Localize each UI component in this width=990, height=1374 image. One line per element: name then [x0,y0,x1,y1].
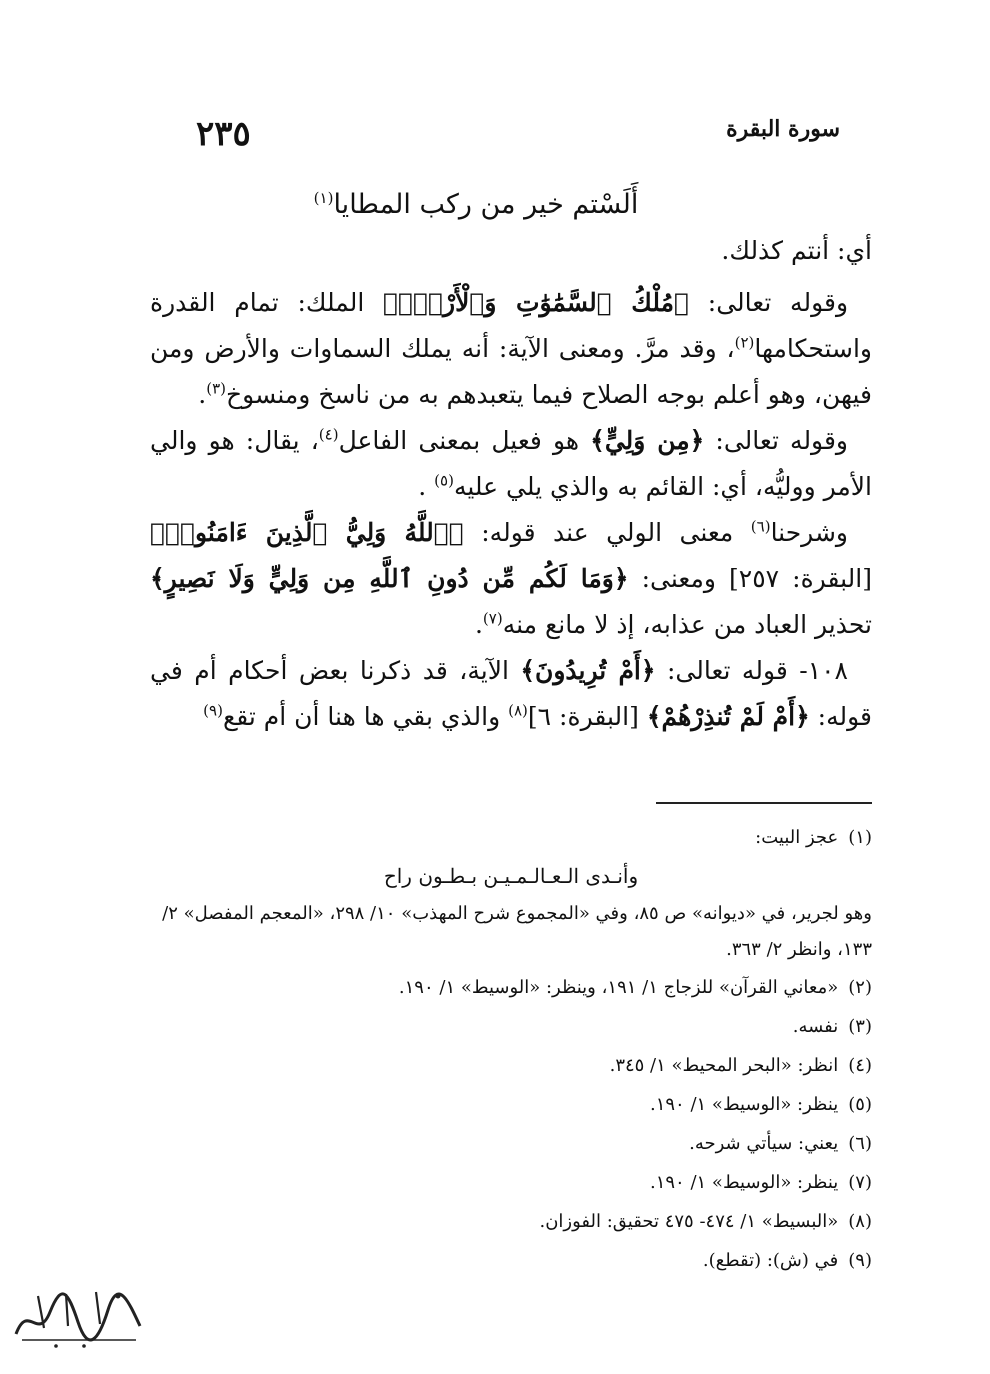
paragraph-4: ١٠٨- قوله تعالى: ﴿أَمْ تُرِيدُونَ﴾ الآية، قد ذكرنا بعض أحكام أم في قوله: ﴿أَمْ لَمْ تُنذِرْهُمْ﴾ [البقرة: ٦]$^{(٨)}$ والذي بقي ها هنا أن أم تقع$^{(٩)}$ [150,656,872,731]
footnote-number: (٩) [848,1250,872,1271]
footnote-4 [150,1046,872,1085]
footnote-3 [150,1007,872,1046]
footnote-text: نفسه. [792,1016,839,1037]
paragraph-3: وشرحنا$^{(٦)}$ معنى الولي عند قوله: ﴿ٱللَّهُ وَلِيُّ ٱلَّذِينَ ءَامَنُوا۟﴾ [البقرة: ٢٥٧] ومعنى: ﴿وَمَا لَكُم مِّن دُونِ ٱللَّهِ مِن وَلِيٍّ وَلَا نَصِيرٍ﴾ تحذير العباد من عذابه، إذ لا مانع منه$^{(٧)}$. [150,517,872,639]
paragraph-2: وقوله تعالى: ﴿مِن وَلِيٍّ﴾ هو فعيل بمعنى الفاعل$^{(٤)}$، يقال: هو والي الأمر ووليُّه، أي: القائم به والذي يلي عليه$^{(٥)}$ . [150,425,872,501]
footnote-ref: (٣) [206,379,227,398]
quran-quote: ﴿ٱللَّهُ وَلِيُّ ٱلَّذِينَ ءَامَنُوا۟﴾ [150,518,464,547]
paragraph-1: وقوله تعالى: ﴿مُلْكُ ٱلسَّمَٰوَٰتِ وَٱلْأَرْضِۗ﴾ الملك: تمام القدرة واستحكامها$^{(٢)}$، وقد مرَّ. ومعنى الآية: أنه يملك السماوات والأرض ومن فيهن، وهو أعلم بوجه الصلاح فيما يتعبدهم به من ناسخ ومنسوخ$^{(٣)}$. [150,288,872,409]
poetry-verse [150,182,872,228]
footnote-ref: (٨) [508,701,528,720]
page-number: ٢٣٥ [196,114,251,154]
footnotes [150,818,872,1280]
footnote-5 [150,1085,872,1124]
quran-quote: ﴿مِن وَلِيٍّ﴾ [590,426,705,455]
verse-text: أَلَسْتم خير من ركب المطايا [333,189,639,220]
footnote-text: في (ش): (تقطع). [702,1250,839,1271]
footnote-separator [656,802,872,804]
footnote-ref: (٩) [203,701,223,720]
footnote-text: عجز البيت: [755,827,839,848]
verse-explanation: أي: أنتم كذلك. [721,236,872,265]
footnote-ref: (٢) [734,333,755,352]
footnote-9 [150,1241,872,1280]
footnote-ref: (١) [313,189,334,207]
footnote-1-continuation: وهو لجرير، في «ديوانه» ص ٨٥، وفي «المجموع شرح المهذب» ١٠/ ٢٩٨، «المعجم المفصل» ٢/ ١٣٣، وانظر ٢/ ٣٦٣. [162,903,872,960]
main-text [150,182,872,740]
footnote-7 [150,1163,872,1202]
calligraphy-logo-icon [8,1282,148,1354]
footnote-text: ينظر: «الوسيط» ١/ ١٩٠. [649,1094,839,1115]
footnote-number: (٣) [848,1016,872,1037]
running-header-surah: سورة البقرة [726,116,840,142]
footnote-8 [150,1202,872,1241]
footnote-ref: (٧) [482,609,503,628]
footnote-number: (٦) [848,1133,872,1154]
quran-quote: ﴿وَمَا لَكُم مِّن دُونِ ٱللَّهِ مِن وَلِيٍّ وَلَا نَصِيرٍ﴾ [150,564,629,593]
footnote-2 [150,968,872,1007]
quran-quote: ﴿أَمْ تُرِيدُونَ﴾ [520,656,656,685]
footnote-ref: (٦) [750,517,771,536]
footnote-number: (٢) [848,977,872,998]
footnote-number: (٨) [848,1211,872,1232]
footnote-number: (٥) [848,1094,872,1115]
footnote-ref: (٤) [318,425,339,444]
footnote-number: (٧) [848,1172,872,1193]
footnote-number: (٤) [848,1055,872,1076]
footnote-text: «البسيط» ١/ ٤٧٤- ٤٧٥ تحقيق: الفوزان. [539,1211,839,1232]
footnote-text: انظر: «البحر المحيط» ١/ ٣٤٥. [609,1055,839,1076]
footnote-1-verse: وأنـدى الـعـالـمـيـن بـطـون راح [383,864,639,888]
footnote-text: ينظر: «الوسيط» ١/ ١٩٠. [649,1172,839,1193]
quran-quote: ﴿مُلْكُ ٱلسَّمَٰوَٰتِ وَٱلْأَرْضِۗ﴾ [383,288,690,317]
footnote-6 [150,1124,872,1163]
footnote-text: «معاني القرآن» للزجاج ١/ ١٩١، وينظر: «الوسيط» ١/ ١٩٠. [398,977,839,998]
footnote-text: يعني: سيأتي شرحه. [689,1133,839,1154]
footnote-number: (١) [848,827,872,848]
watermark-logo [8,1282,148,1354]
footnote-ref: (٥) [434,471,454,490]
footnote-1 [150,818,872,857]
quran-quote: ﴿أَمْ لَمْ تُنذِرْهُمْ﴾ [646,702,810,731]
